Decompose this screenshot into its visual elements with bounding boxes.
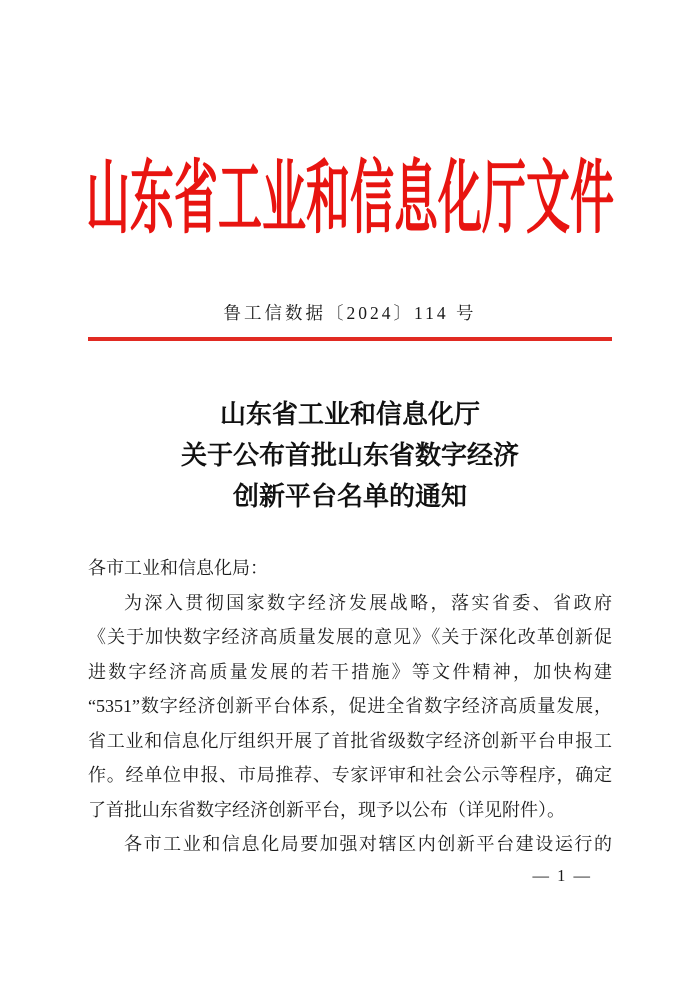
title-line-3: 创新平台名单的通知 [232,482,467,511]
document-number: 鲁工信数据〔2024〕114 号 [223,303,477,323]
body-line: 作。经单位申报、市局推荐、专家评审和社会公示等程序，确定 [88,765,612,785]
document-body [88,551,612,862]
body-line: 省工业和信息化厅组织开展了首批省级数字经济创新平台申报工 [88,730,612,751]
body-line: 各市工业和信息化局要加强对辖区内创新平台建设运行的 [124,834,612,854]
title-line-1: 山东省工业和信息化厅 [219,400,480,429]
page-number: — 1 — [532,866,592,885]
body-line: 进数字经济高质量发展的若干措施》等文件精神，加快构建 [88,661,612,682]
body-line: 为深入贯彻国家数字经济发展战略，落实省委、省政府 [124,592,612,613]
body-line: “5351”数字经济创新平台体系，促进全省数字经济高质量发展， [88,696,612,716]
body-line: 《关于加快数字经济高质量发展的意见》《关于深化改革创新促 [88,627,612,647]
masthead-title: 山东省工业和信息化厅文件 [86,154,614,244]
red-separator-rule [88,337,612,341]
body-line: 了首批山东省数字经济创新平台，现予以公布（详见附件）。 [88,799,565,820]
salutation-line: 各市工业和信息化局： [88,558,268,578]
title-line-2: 关于公布首批山东省数字经济 [180,441,519,470]
masthead [0,154,700,244]
document-title [0,394,700,517]
